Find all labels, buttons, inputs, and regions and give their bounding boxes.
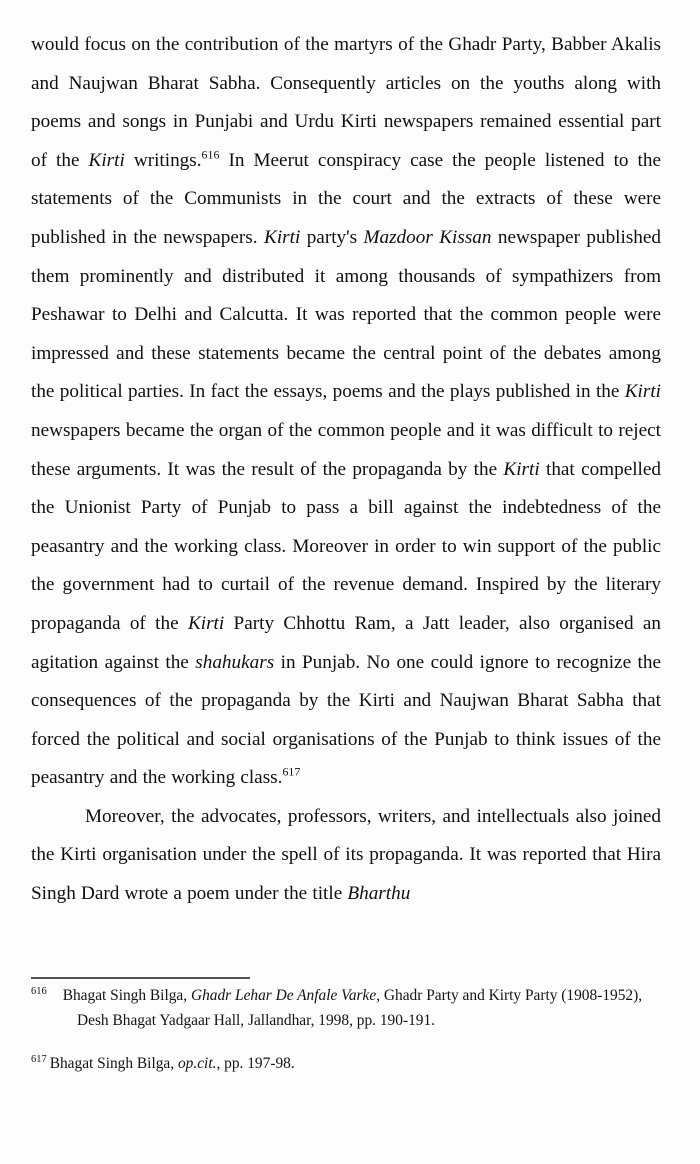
text-run: that compelled the Unionist Party of Punjab to pass a bill against the indebtedness of the peasantry and the working class. Moreover in order to win support of the public the government had to curtail of the revenue demand. Inspired by the literary propaganda of the: [31, 458, 661, 634]
footnote-617-text: [50, 1055, 295, 1072]
text-run: Bhagat Singh Bilga,: [62, 987, 191, 1004]
paragraph-1: [31, 26, 661, 798]
text-run: writings.: [124, 149, 202, 171]
footnote-616-text: [63, 987, 642, 1029]
text-run: newspaper published them prominently and distributed it among thousands of sympathizers from Peshawar to Delhi and Calcutta. It was reported that the common people were impressed and these statements became the central point of the debates among the political parties. In fact the essays, poems and the plays published in the: [31, 226, 661, 403]
text-run: would focus on the contribution of the martyrs of the Ghadr Party, Babber Akalis and Naujwan Bharat Sabha. Consequently articles on the youths along with poems and songs in Punjabi and Urdu Kirti newspapers remained essential part of the: [31, 34, 661, 171]
footnote-616: [31, 984, 661, 1033]
footnote-marker-616: 616: [31, 985, 47, 997]
text-run: Party Chhottu Ram, a Jatt leader, also organised an agitation against the: [31, 612, 661, 673]
text-run: , pp. 197-98.: [216, 1055, 295, 1072]
text-run: party's: [300, 226, 364, 248]
text-run: In Meerut conspiracy case the people listened to the statements of the Communists in the court and the extracts of these were published in the newspapers.: [31, 149, 661, 248]
footnote-separator-rule: [31, 977, 250, 979]
paragraph-2: [31, 798, 661, 914]
italic-run: Mazdoor Kissan: [363, 226, 492, 248]
text-run: in Punjab. No one could ignore to recognize the consequences of the propaganda by the Kirti and Naujwan Bharat Sabha that forced the political and social organisations of the Punjab to think issues of the peasantry and the working class.: [31, 651, 661, 789]
footnote-area: [31, 984, 661, 1077]
italic-run: Kirti: [88, 149, 125, 171]
text-run: Moreover, the advocates, professors, writers, and intellectuals also joined the Kirti organisation under the spell of its propaganda. It was reported that Hira Singh Dard wrote a poem under the title: [31, 805, 661, 905]
body-text-column: [31, 26, 661, 914]
italic-run: shahukars: [195, 651, 275, 673]
italic-run: Kirti: [264, 226, 301, 248]
footnote-reference: 616: [201, 147, 220, 162]
footnote-marker-617: 617: [31, 1053, 47, 1065]
footnote-reference: 617: [282, 764, 301, 779]
footnote-617: [31, 1052, 661, 1077]
text-run: Bhagat Singh Bilga,: [49, 1055, 178, 1072]
italic-run: op.cit.: [177, 1055, 217, 1072]
italic-run: Bharthu: [347, 883, 411, 905]
text-run: Ghadr Party and Kirty Party (1908-1952), Desh Bhagat Yadgaar Hall, Jallandhar, 1998, pp. 190-191.: [77, 987, 643, 1029]
italic-run: Kirti: [624, 381, 661, 403]
italic-run: Kirti: [187, 612, 225, 634]
text-run: newspapers became the organ of the common people and it was difficult to reject these arguments. It was the result of the propaganda by the: [31, 419, 661, 480]
italic-run: Ghadr Lehar De Anfale Varke,: [190, 987, 381, 1004]
italic-run: Kirti: [503, 458, 540, 480]
